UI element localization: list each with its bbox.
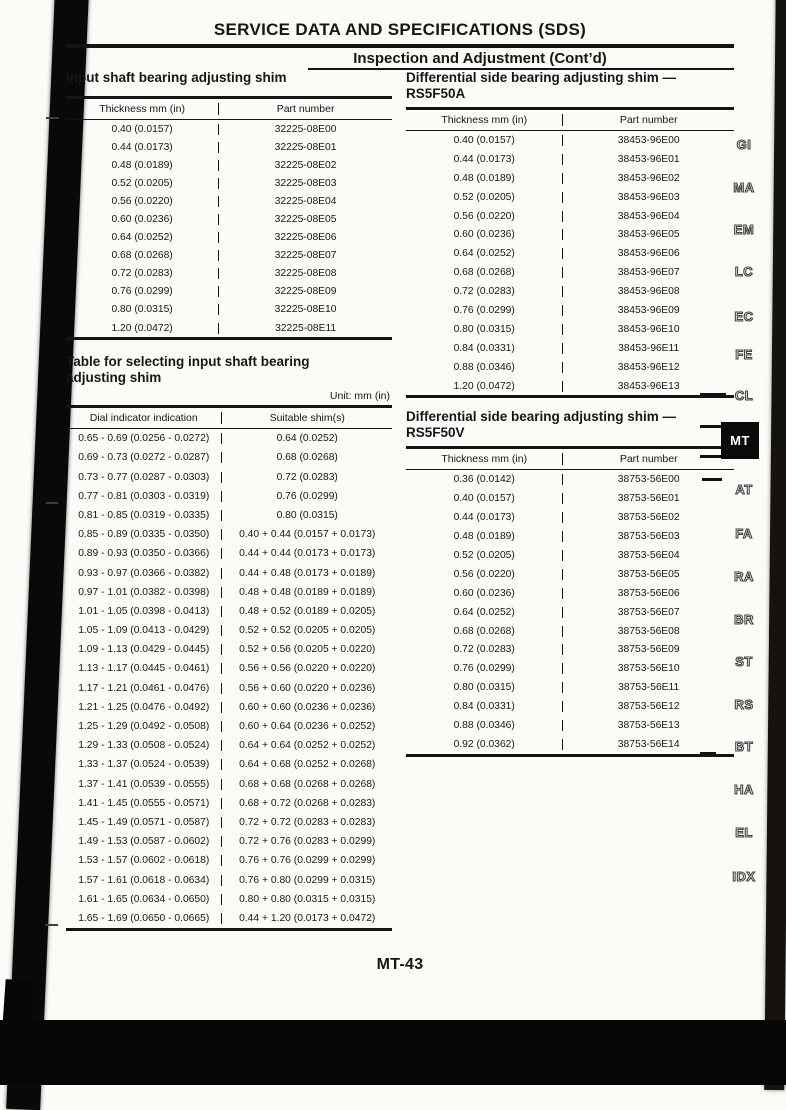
table-header-row	[66, 408, 392, 429]
table-cell: 0.52 + 0.56 (0.0205 + 0.0220)	[239, 644, 376, 656]
table-cell: 1.57 - 1.61 (0.0618 - 0.0634)	[66, 875, 222, 886]
table-row	[406, 603, 734, 622]
section-heading-selection-table	[66, 354, 392, 386]
section-tab-idx: IDX	[732, 869, 756, 884]
table-row	[66, 487, 392, 506]
right-column	[406, 70, 734, 757]
table-cell: 38753-56E04	[617, 549, 680, 561]
table-row	[406, 622, 734, 641]
table-cell: 0.48 (0.0189)	[406, 173, 563, 184]
table-row	[406, 735, 734, 754]
table-cell: 0.72 (0.0283)	[66, 268, 219, 279]
table-cell: 38453-96E05	[617, 229, 680, 241]
table-row	[66, 192, 392, 210]
table-row	[406, 489, 734, 508]
input-shaft-shim-table	[66, 96, 392, 340]
table-cell: 38753-56E07	[617, 606, 680, 618]
table-cell: 1.29 - 1.33 (0.0508 - 0.0524)	[66, 740, 222, 751]
table-row	[406, 320, 734, 339]
table-cell: 0.65 - 0.69 (0.0256 - 0.0272)	[66, 433, 222, 444]
table-row	[66, 265, 392, 283]
table-cell: 38453-96E03	[617, 191, 680, 203]
section-tab-cl: CL	[734, 388, 754, 403]
table-cell: 0.68 + 0.68 (0.0268 + 0.0268)	[239, 778, 376, 790]
section-tab-ec: EC	[734, 309, 754, 324]
table-cell: 0.68 (0.0268)	[276, 452, 338, 464]
table-cell: 38453-96E02	[617, 172, 680, 184]
section-tab-el: EL	[735, 825, 753, 840]
table-cell: 1.05 - 1.09 (0.0413 - 0.0429)	[66, 625, 222, 636]
table-row	[66, 717, 392, 736]
scan-right-edge	[764, 0, 786, 1090]
table-cell: 0.81 - 0.85 (0.0319 - 0.0335)	[66, 510, 222, 521]
section-tab-st: ST	[735, 654, 753, 669]
table-cell: 0.40 (0.0157)	[406, 135, 563, 146]
table-cell: 0.64 (0.0252)	[406, 607, 563, 618]
table-cell: 1.37 - 1.41 (0.0539 - 0.0555)	[66, 779, 222, 790]
table-row	[406, 263, 734, 282]
table-cell: 0.60 (0.0236)	[66, 214, 219, 225]
table-row	[66, 283, 392, 301]
table-cell: 0.64 + 0.64 (0.0252 + 0.0252)	[239, 740, 376, 752]
rs5f50a-shim-table	[406, 107, 734, 398]
table-cell: 0.77 - 0.81 (0.0303 - 0.0319)	[66, 491, 222, 502]
table-cell: 1.20 (0.0472)	[66, 323, 219, 334]
table-cell: 32225-08E03	[274, 177, 337, 189]
table-cell: 0.64 (0.0252)	[406, 248, 563, 259]
table-cell: 1.41 - 1.45 (0.0555 - 0.0571)	[66, 798, 222, 809]
table-row	[66, 429, 392, 448]
table-row	[406, 282, 734, 301]
table-cell: 0.84 (0.0331)	[406, 343, 563, 354]
table-cell: 0.44 (0.0173)	[66, 142, 219, 153]
section-tab-fe: FE	[735, 347, 753, 362]
unit-label: Unit: mm (in)	[329, 390, 390, 403]
table-cell: 1.01 - 1.05 (0.0398 - 0.0413)	[66, 606, 222, 617]
table-cell: 0.72 + 0.76 (0.0283 + 0.0299)	[239, 836, 376, 848]
table-cell: 0.64 (0.0252)	[66, 232, 219, 243]
table-cell: 0.44 (0.0173)	[406, 512, 563, 523]
section-heading-input-shaft-shim: Input shaft bearing adjusting shim	[66, 70, 287, 85]
table-cell: 0.76 + 0.76 (0.0299 + 0.0299)	[239, 855, 376, 867]
table-cell: 38753-56E08	[617, 625, 680, 637]
section-tab-rs: RS	[734, 697, 754, 712]
table-cell: 38453-96E01	[617, 153, 680, 165]
section-heading-line: Table for selecting input shaft bearing	[66, 354, 310, 370]
table-cell: 1.17 - 1.21 (0.0461 - 0.0476)	[66, 683, 222, 694]
section-heading-line: RS5F50V	[406, 425, 465, 441]
table-cell: 0.80 (0.0315)	[66, 304, 219, 315]
table-cell: 38753-56E03	[617, 531, 680, 543]
table-row	[406, 565, 734, 584]
table-row	[406, 207, 734, 226]
table-row	[406, 301, 734, 320]
table-cell: 38453-96E08	[617, 286, 680, 298]
table-row	[66, 301, 392, 319]
table-row	[406, 659, 734, 678]
section-tab-em: EM	[733, 222, 755, 237]
table-cell: 0.76 (0.0299)	[66, 286, 219, 297]
table-row	[66, 813, 392, 832]
table-row	[66, 210, 392, 228]
table-cell: 0.88 (0.0346)	[406, 362, 563, 373]
table-row	[66, 851, 392, 870]
table-row	[406, 244, 734, 263]
table-cell: 0.76 (0.0299)	[406, 663, 563, 674]
table-cell: 0.44 + 0.48 (0.0173 + 0.0189)	[239, 567, 376, 579]
table-cell: 38753-56E12	[617, 701, 680, 713]
table-row	[66, 698, 392, 717]
section-heading-rs5f50a	[406, 70, 734, 102]
table-cell: 0.48 + 0.52 (0.0189 + 0.0205)	[239, 605, 376, 617]
table-cell: 0.60 + 0.64 (0.0236 + 0.0252)	[239, 721, 376, 733]
table-cell: 0.80 (0.0315)	[276, 509, 338, 521]
table-cell: 0.48 (0.0189)	[406, 531, 563, 542]
column-header-part-number: Part number	[619, 453, 678, 466]
table-cell: 0.56 + 0.60 (0.0220 + 0.0236)	[239, 682, 376, 694]
table-row	[66, 755, 392, 774]
table-row	[66, 138, 392, 156]
margin-tick	[46, 117, 59, 119]
table-cell: 0.68 (0.0268)	[406, 626, 563, 637]
table-cell: 0.52 (0.0205)	[406, 192, 563, 203]
scan-ink-blob	[2, 979, 33, 1029]
table-cell: 1.13 - 1.17 (0.0445 - 0.0461)	[66, 663, 222, 674]
table-cell: 0.52 (0.0205)	[66, 178, 219, 189]
table-cell: 38753-56E01	[617, 493, 680, 505]
table-cell: 1.20 (0.0472)	[406, 381, 563, 392]
table-cell: 1.25 - 1.29 (0.0492 - 0.0508)	[66, 721, 222, 732]
table-cell: 1.53 - 1.57 (0.0602 - 0.0618)	[66, 855, 222, 866]
table-row	[406, 584, 734, 603]
rs5f50v-shim-table	[406, 446, 734, 756]
column-header-thickness: Thickness mm (in)	[406, 453, 563, 465]
margin-tick	[46, 502, 58, 504]
scan-bottom-edge	[0, 1020, 786, 1085]
table-cell: 0.60 (0.0236)	[406, 229, 563, 240]
table-header-row	[406, 449, 734, 470]
table-cell: 0.73 - 0.77 (0.0287 - 0.0303)	[66, 472, 222, 483]
table-row	[66, 602, 392, 621]
table-cell: 0.40 + 0.44 (0.0157 + 0.0173)	[239, 529, 376, 541]
table-cell: 0.44 + 0.44 (0.0173 + 0.0173)	[239, 548, 376, 560]
table-cell: 0.69 - 0.73 (0.0272 - 0.0287)	[66, 452, 222, 463]
table-cell: 0.72 (0.0283)	[406, 286, 563, 297]
table-cell: 38453-96E11	[618, 342, 680, 354]
table-row	[66, 468, 392, 487]
table-cell: 0.76 (0.0299)	[276, 490, 338, 502]
table-cell: 0.85 - 0.89 (0.0335 - 0.0350)	[66, 529, 222, 540]
table-row	[66, 870, 392, 889]
table-cell: 32225-08E09	[274, 286, 337, 298]
table-cell: 0.60 (0.0236)	[406, 588, 563, 599]
section-heading-line: RS5F50A	[406, 86, 466, 101]
table-cell: 0.56 (0.0220)	[406, 211, 563, 222]
table-cell: 0.68 + 0.72 (0.0268 + 0.0283)	[239, 797, 376, 809]
table-row	[66, 319, 392, 337]
table-cell: 32225-08E04	[274, 195, 337, 207]
table-row	[66, 679, 392, 698]
section-tab-ra: RA	[734, 569, 754, 584]
table-header-row	[66, 99, 392, 120]
table-row	[66, 640, 392, 659]
table-cell: 0.52 (0.0205)	[406, 550, 563, 561]
table-cell: 0.68 (0.0268)	[66, 250, 219, 261]
table-cell: 38453-96E00	[617, 134, 680, 146]
table-row	[406, 339, 734, 358]
table-row	[66, 544, 392, 563]
table-cell: 38753-56E11	[618, 682, 680, 694]
section-tab-bt: BT	[734, 739, 754, 754]
table-header-row	[406, 110, 734, 131]
table-cell: 0.80 (0.0315)	[406, 682, 563, 693]
table-row	[406, 169, 734, 188]
table-cell: 38453-96E09	[617, 304, 680, 316]
section-tab-fa: FA	[735, 526, 753, 541]
column-header-part-number: Part number	[619, 114, 678, 126]
table-cell: 32225-08E11	[275, 322, 337, 334]
table-cell: 32225-08E06	[274, 232, 337, 244]
table-cell: 38753-56E09	[617, 644, 680, 656]
table-cell: 0.40 (0.0157)	[406, 493, 563, 504]
table-cell: 0.89 - 0.93 (0.0350 - 0.0366)	[66, 548, 222, 559]
table-cell: 0.76 + 0.80 (0.0299 + 0.0315)	[239, 874, 376, 886]
table-row	[406, 131, 734, 150]
table-row	[406, 188, 734, 207]
table-cell: 0.48 (0.0189)	[66, 160, 219, 171]
table-cell: 0.84 (0.0331)	[406, 701, 563, 712]
table-cell: 0.93 - 0.97 (0.0366 - 0.0382)	[66, 568, 222, 579]
table-row	[66, 736, 392, 755]
table-cell: 38453-96E13	[617, 380, 680, 392]
table-row	[66, 448, 392, 467]
table-row	[66, 621, 392, 640]
table-cell: 0.40 (0.0157)	[66, 124, 219, 135]
table-cell: 0.44 (0.0173)	[406, 154, 563, 165]
table-cell: 0.56 (0.0220)	[406, 569, 563, 580]
table-cell: 1.21 - 1.25 (0.0476 - 0.0492)	[66, 702, 222, 713]
table-cell: 0.97 - 1.01 (0.0382 - 0.0398)	[66, 587, 222, 598]
table-row	[66, 775, 392, 794]
table-cell: 38753-56E02	[617, 512, 680, 524]
table-cell: 38453-96E07	[617, 267, 680, 279]
table-row	[66, 583, 392, 602]
shim-selection-table	[66, 405, 392, 931]
table-cell: 0.60 + 0.60 (0.0236 + 0.0236)	[239, 701, 376, 713]
margin-tick	[45, 924, 58, 926]
table-cell: 0.88 (0.0346)	[406, 720, 563, 731]
column-header-thickness: Thickness mm (in)	[406, 114, 563, 126]
table-cell: 0.76 (0.0299)	[406, 305, 563, 316]
table-row	[66, 832, 392, 851]
table-cell: 38753-56E00	[617, 474, 680, 486]
table-cell: 38453-96E12	[617, 361, 680, 373]
table-cell: 0.56 + 0.56 (0.0220 + 0.0220)	[239, 663, 376, 675]
table-cell: 0.44 + 1.20 (0.0173 + 0.0472)	[239, 912, 376, 924]
table-cell: 0.68 (0.0268)	[406, 267, 563, 278]
section-tab-mt: MT	[721, 422, 759, 459]
section-tab-ha: HA	[734, 782, 754, 797]
table-cell: 0.92 (0.0362)	[406, 739, 563, 750]
table-row	[406, 678, 734, 697]
table-cell: 1.33 - 1.37 (0.0524 - 0.0539)	[66, 759, 222, 770]
table-cell: 1.65 - 1.69 (0.0650 - 0.0665)	[66, 913, 222, 924]
table-cell: 38753-56E05	[617, 568, 680, 580]
table-cell: 32225-08E10	[274, 304, 337, 316]
table-cell: 32225-08E07	[274, 250, 337, 262]
table-cell: 0.48 + 0.48 (0.0189 + 0.0189)	[239, 586, 376, 598]
column-header-thickness: Thickness mm (in)	[66, 103, 219, 115]
section-tab-ma: MA	[733, 180, 755, 195]
table-cell: 38753-56E10	[617, 663, 680, 675]
left-column	[66, 70, 392, 931]
header-rule	[66, 44, 734, 48]
table-row	[66, 120, 392, 138]
table-row	[66, 506, 392, 525]
section-heading-line: adjusting shim	[66, 370, 162, 386]
table-row	[406, 527, 734, 546]
table-cell: 32225-08E00	[274, 123, 337, 135]
page-number: MT-43	[376, 956, 424, 973]
table-cell: 32225-08E05	[274, 214, 337, 226]
table-row	[406, 377, 734, 396]
page-subtitle: Inspection and Adjustment (Cont’d)	[353, 50, 607, 67]
table-row	[66, 794, 392, 813]
table-row	[406, 150, 734, 169]
column-header-dial-indicator: Dial indicator indication	[66, 412, 222, 424]
section-tab-lc: LC	[734, 264, 754, 279]
table-cell: 38753-56E06	[617, 587, 680, 599]
section-heading-line: Differential side bearing adjusting shim —	[406, 70, 677, 85]
table-row	[66, 156, 392, 174]
table-cell: 1.49 - 1.53 (0.0587 - 0.0602)	[66, 836, 222, 847]
table-cell: 1.61 - 1.65 (0.0634 - 0.0650)	[66, 894, 222, 905]
table-row	[66, 229, 392, 247]
table-row	[406, 546, 734, 565]
table-cell: 0.72 (0.0283)	[276, 471, 338, 483]
table-cell: 32225-08E01	[274, 141, 337, 153]
column-header-part-number: Part number	[276, 103, 335, 115]
table-row	[66, 525, 392, 544]
table-cell: 32225-08E02	[274, 159, 337, 171]
table-cell: 0.72 (0.0283)	[406, 644, 563, 655]
section-heading-rs5f50v	[406, 409, 734, 441]
table-row	[66, 174, 392, 192]
table-cell: 38453-96E06	[617, 248, 680, 260]
table-cell: 38453-96E10	[617, 323, 680, 335]
table-cell: 0.36 (0.0142)	[406, 474, 563, 485]
table-row	[406, 716, 734, 735]
section-tab-br: BR	[734, 612, 754, 627]
table-cell: 0.52 + 0.52 (0.0205 + 0.0205)	[239, 625, 376, 637]
section-heading-line: Differential side bearing adjusting shim —	[406, 409, 677, 425]
table-row	[406, 470, 734, 489]
table-row	[406, 508, 734, 527]
table-cell: 1.45 - 1.49 (0.0571 - 0.0587)	[66, 817, 222, 828]
table-cell: 32225-08E08	[274, 268, 337, 280]
table-row	[406, 225, 734, 244]
table-cell: 0.64 + 0.68 (0.0252 + 0.0268)	[239, 759, 376, 771]
table-cell: 38753-56E13	[617, 719, 680, 731]
table-cell: 38753-56E14	[617, 738, 680, 750]
table-cell: 0.80 (0.0315)	[406, 324, 563, 335]
table-cell: 0.80 + 0.80 (0.0315 + 0.0315)	[239, 893, 376, 905]
page-title: SERVICE DATA AND SPECIFICATIONS (SDS)	[213, 20, 587, 39]
table-row	[66, 659, 392, 678]
table-row	[66, 890, 392, 909]
table-cell: 0.64 (0.0252)	[276, 433, 338, 445]
table-row	[66, 247, 392, 265]
table-row	[406, 358, 734, 377]
section-tab-gi: GI	[736, 137, 752, 152]
table-cell: 38453-96E04	[617, 210, 680, 222]
table-cell: 0.56 (0.0220)	[66, 196, 219, 207]
column-header-suitable-shims: Suitable shim(s)	[269, 412, 345, 425]
table-cell: 0.72 + 0.72 (0.0283 + 0.0283)	[239, 816, 376, 828]
table-row	[66, 563, 392, 582]
table-row	[406, 640, 734, 659]
table-row	[66, 909, 392, 928]
table-row	[406, 697, 734, 716]
table-cell: 1.09 - 1.13 (0.0429 - 0.0445)	[66, 644, 222, 655]
section-tab-at: AT	[735, 482, 753, 497]
